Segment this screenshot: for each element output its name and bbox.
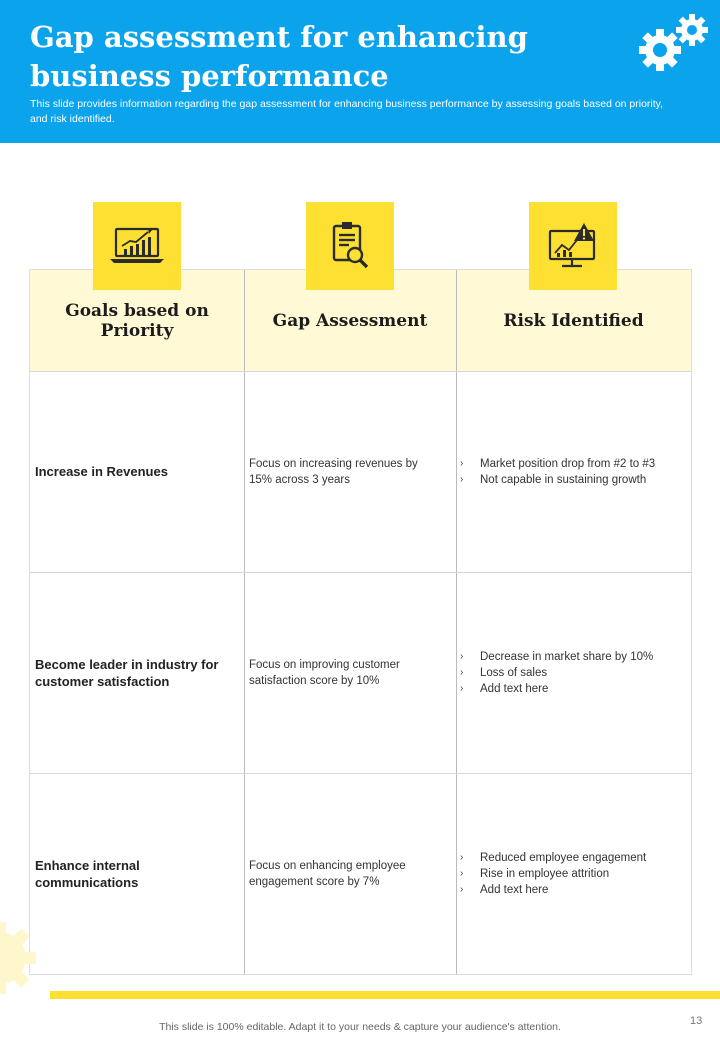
risk-item: › Not capable in sustaining growth xyxy=(460,473,647,486)
chevron-right-icon: › xyxy=(460,682,464,694)
chevron-right-icon: › xyxy=(460,666,464,678)
chevron-right-icon: › xyxy=(460,650,464,662)
clipboard-magnifier-icon xyxy=(306,202,394,290)
risk-cell xyxy=(460,371,685,572)
chevron-right-icon: › xyxy=(460,851,464,863)
risk-item: › Decrease in market share by 10% xyxy=(460,650,654,663)
risk-item: › Loss of sales xyxy=(460,666,548,679)
chevron-right-icon: › xyxy=(460,457,464,469)
page-title: Gap assessment for enhancing business performance xyxy=(30,20,528,93)
header-risk: Risk Identified xyxy=(503,310,644,331)
footer-note: This slide is 100% editable. Adapt it to your needs & capture your audience's attention. xyxy=(159,1021,561,1033)
column-divider xyxy=(244,270,245,974)
monitor-alert-icon xyxy=(529,202,617,290)
chevron-right-icon: › xyxy=(460,867,464,879)
header-banner xyxy=(0,0,720,143)
gap-cell: Focus on improving customer satisfaction score by 10% xyxy=(249,658,400,687)
gears-icon xyxy=(632,10,712,80)
goal-cell: Become leader in industry for customer satisfaction xyxy=(35,656,219,689)
gap-cell: Focus on increasing revenues by 15% across 3 years xyxy=(249,457,418,486)
gap-cell: Focus on enhancing employee engagement score by 7% xyxy=(249,859,406,888)
risk-cell xyxy=(460,572,685,773)
growth-chart-laptop-icon xyxy=(93,202,181,290)
footer-accent-bar xyxy=(50,991,720,999)
chevron-right-icon: › xyxy=(460,883,464,895)
decorative-gear-icon xyxy=(0,918,44,998)
page-number: 13 xyxy=(690,1015,703,1027)
page-subtitle: This slide provides information regarding the gap assessment for enhancing business performance by assessing goals based on priority, and risk identified. xyxy=(30,98,664,125)
goal-cell: Enhance internal communications xyxy=(35,857,140,890)
header-goals: Goals based on Priority xyxy=(65,300,209,341)
risk-cell xyxy=(460,773,685,974)
goal-cell: Increase in Revenues xyxy=(35,464,168,479)
risk-item: › Add text here xyxy=(460,682,549,695)
chevron-right-icon: › xyxy=(460,473,464,485)
gap-assessment-table xyxy=(29,269,692,975)
column-divider xyxy=(456,270,457,974)
risk-item: › Reduced employee engagement xyxy=(460,851,647,864)
risk-item: › Market position drop from #2 to #3 xyxy=(460,457,656,470)
risk-item: › Rise in employee attrition xyxy=(460,867,610,880)
header-gap: Gap Assessment xyxy=(272,310,428,331)
risk-item: › Add text here xyxy=(460,883,549,896)
